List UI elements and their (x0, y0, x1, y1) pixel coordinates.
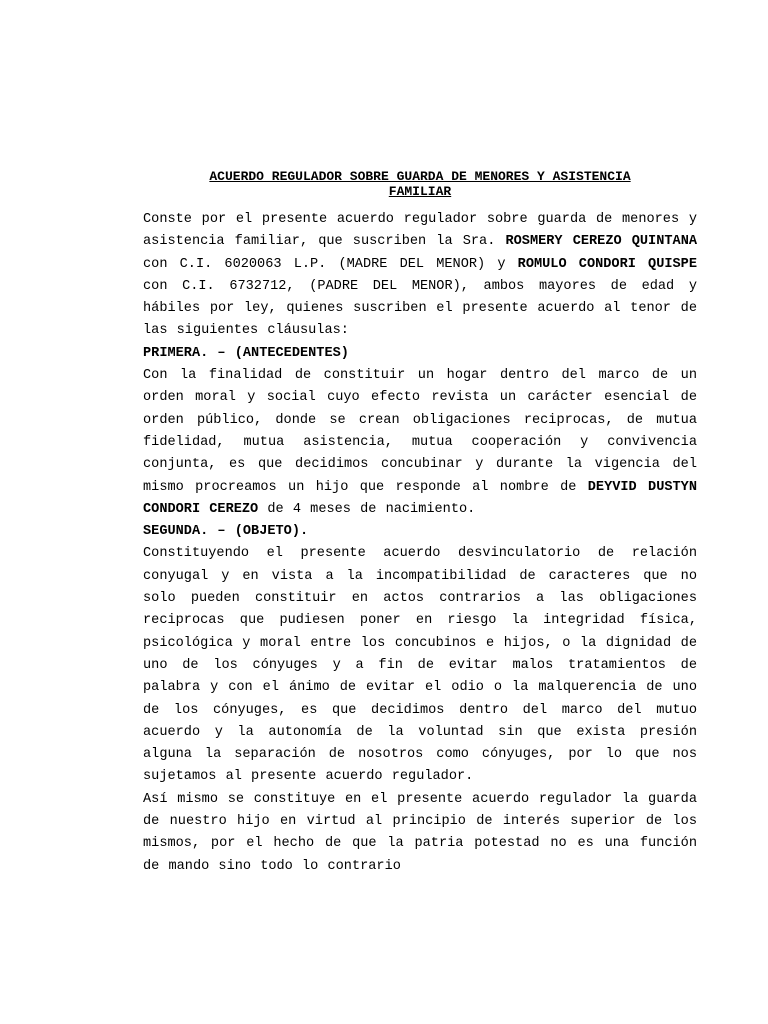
primera-text-1: Con la finalidad de constituir un hogar dentro del marco de un orden moral y social cuyo efecto revista un carácter esencial de orden público, donde se crean obligaciones reciprocas, de mutua fidelidad, mutua asistencia, mutua cooperación y convivencia conjunta, es que decidimos concubinar y durante la vigencia del mismo procreamos un hijo que responde al nombre de (143, 368, 697, 495)
clause-segunda-paragraph-1: Constituyendo el presente acuerdo desvinculatorio de relación conyugal y en vista a la incompatibilidad de caracteres que no solo pueden constituir en actos contrarios a las obligaciones reciprocas que pudiesen poner en riesgo la integridad física, psicológica y moral entre los concubinos e hijos, o la dignidad de uno de los cónyuges y a fin de evitar malos tratamientos de palabra y con el ánimo de evitar el odio o la malquerencia de uno de los cónyuges, es que decidimos dentro del marco del mutuo acuerdo y la autonomía de la voluntad sin que exista presión alguna la separación de nosotros como cónyuges, por lo que nos sujetamos al presente acuerdo regulador. (143, 546, 697, 785)
intro-paragraph (143, 209, 697, 343)
primera-text-2: de 4 meses de nacimiento. (258, 501, 476, 517)
mother-name: ROSMERY CEREZO QUINTANA (505, 234, 698, 250)
document-body (143, 209, 697, 878)
intro-text-2: con C.I. 6020063 L.P. (MADRE DEL MENOR) y (143, 256, 518, 272)
document-title (143, 169, 697, 199)
clause-segunda-heading: SEGUNDA. – (OBJETO). (143, 524, 309, 540)
clause-primera-paragraph (143, 365, 697, 521)
document-title-line-1: ACUERDO REGULADOR SOBRE GUARDA DE MENORES Y ASISTENCIA (209, 169, 631, 184)
intro-text-3: con C.I. 6732712, (PADRE DEL MENOR), ambos mayores de edad y hábiles por ley, quienes suscriben el presente acuerdo al tenor de las siguientes cláusulas: (143, 278, 697, 339)
clause-primera-heading: PRIMERA. – (ANTECEDENTES) (143, 345, 349, 361)
clause-segunda-paragraph-2: Así mismo se constituye en el presente acuerdo regulador la guarda de nuestro hijo en virtud al principio de interés superior de los mismos, por el hecho de que la patria potestad no es una función de mando sino todo lo contrario (143, 791, 697, 874)
father-name: ROMULO CONDORI QUISPE (517, 256, 697, 272)
child-name: DEYVID DUSTYN CONDORI CEREZO (143, 479, 697, 517)
intro-text-1: Conste por el presente acuerdo regulador sobre guarda de menores y asistencia familiar, que suscriben la Sra. (143, 212, 697, 250)
document-title-line-2: FAMILIAR (388, 184, 452, 199)
